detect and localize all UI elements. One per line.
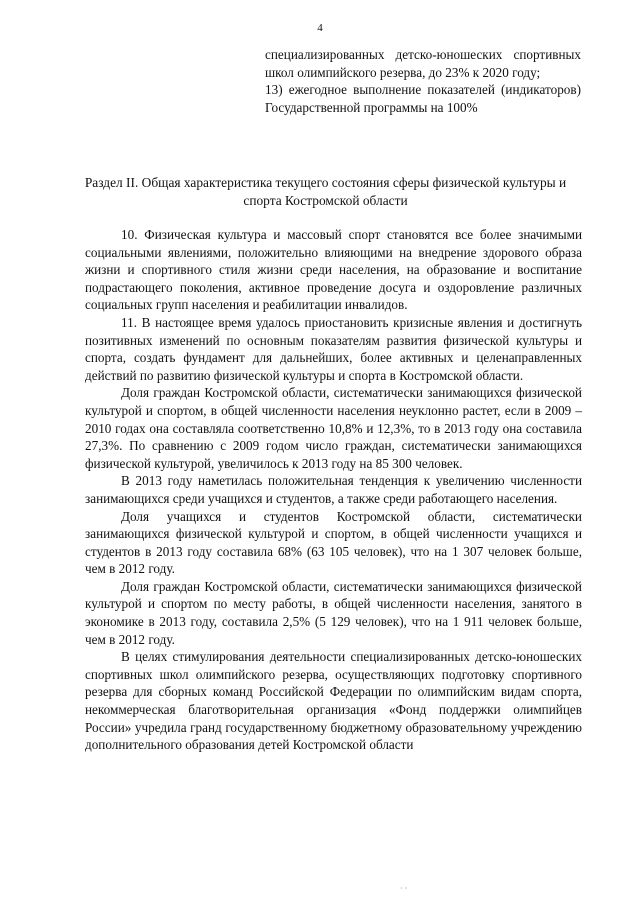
paragraph-workplace-share: Доля граждан Костромской области, систематически занимающихся физической культурой и спортом по месту работы, в общей численности населения, занятого в экономике в 2013 году, составила 2,5% (5 129 человек), что на 1 911 человек больше, чем в 2012 году. [85,578,582,647]
paragraph-share-citizens: Доля граждан Костромской области, систематически занимающихся физической культурой и спортом, в общей численности населения неуклонно растет, если в 2009 – 2010 годах она составляла соответственно 10,8% и 12,3%, то в 2013 году она составила 27,3%. По сравнению с 2009 годом число граждан, систематически занимающихся физической культурой, увеличилось к 2013 году на 85 300 человек. [85,385,582,471]
paragraph-olympic-reserve: В целях стимулирования деятельности специализированных детско-юношеских спортивных школ олимпийского резерва, осуществляющих подготовку спортивного резерва для сборных команд Российской Федерации по олимпийским видам спорта, некоммерческая благотворительная организация «Фонд поддержки олимпийцев России» учредила гранд государственному бюджетному образовательному учреждению дополнительного образования детей Костромской области [85,649,582,753]
scan-artifact: · · [400,884,408,893]
paragraph-trend-2013: В 2013 году наметилась положительная тенденция к увеличению численности занимающихся среди учащихся и студентов, а также среди работающего населения. [85,473,582,506]
paragraph-students-share: Доля учащихся и студентов Костромской области, систематически занимающихся физической культурой и спортом, в общей численности учащихся и студентов в 2013 году составила 68% (63 105 человек), что на 1 307 человек больше, чем в 2012 году. [85,508,582,577]
list-item-13: 13) ежегодное выполнение показателей (индикаторов) Государственной программы на 100% [265,82,581,115]
section-body [85,226,582,754]
paragraph-11: 11. В настоящее время удалось приостановить кризисные явления и достигнуть позитивных изменений по основным показателям развития физической культуры и спорта, создать фундамент для дальнейших, более активных и целенаправленных действий по развитию физической культуры и спорта в Костромской области. [85,314,582,383]
list-item-continued: специализированных детско-юношеских спортивных школ олимпийского резерва, до 23% к 2020 году; [265,47,581,80]
paragraph-10: 10. Физическая культура и массовый спорт становятся все более значимыми социальными явлениями, положительно влияющими на внедрение здорового образа жизни и спортивного стиля жизни среди населения, на образование и воспитание подрастающего поколения, активное проведение досуга и оздоровление различных социальных групп населения и реабилитации инвалидов. [85,227,582,313]
section-title: Раздел II. Общая характеристика текущего состояния сферы физической культуры и спорта Костромской области [84,175,567,208]
page-number: 4 [317,22,323,34]
continued-list [265,46,581,116]
